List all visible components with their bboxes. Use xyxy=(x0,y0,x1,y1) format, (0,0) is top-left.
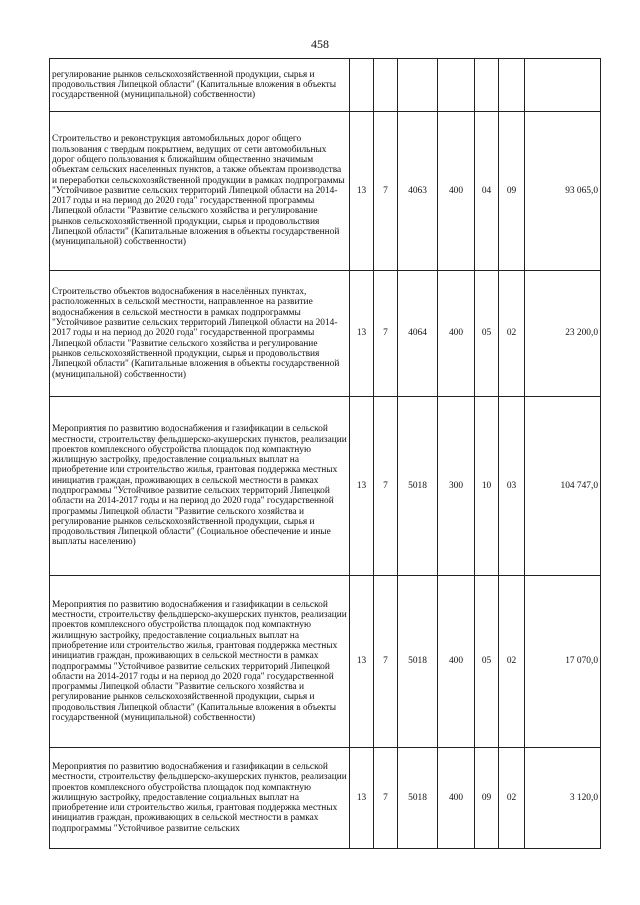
row-description: Строительство и реконструкция автомобильных дорог общего пользования с твердым покрытием, ведущих от сети автомобильных дорог общего пользования к ближайшим общественно значимым объектам сельских населенных пунктов, а также объектам производства и переработки сельскохозяйственной продукции в рамках подпрограммы "Устойчивое развитие сельских территорий Липецкой области на 2014-2017 годы и на период до 2020 года" государственной программы Липецкой области "Развитие сельского хозяйства и регулирование рынков сельскохозяйственной продукции, сырья и продовольствия Липецкой области" (Капитальные вложения в объекты государственной (муниципальной) собственности) xyxy=(50,112,350,271)
code-program: 7 xyxy=(374,748,398,849)
code-section: 09 xyxy=(475,748,499,849)
code-subsection: 02 xyxy=(499,748,525,849)
code-program: 7 xyxy=(374,112,398,271)
code-expense-type: 400 xyxy=(438,748,475,849)
row-description: Мероприятия по развитию водоснабжения и газификации в сельской местности, строительству фельдшерско-акушерских пунктов, реализации проектов комплексного обустройства площадок под компактную жилищную застройку, предоставление социальных выплат на приобретение или строительство жилья, грантовая поддержка местных инициатив граждан, проживающих в сельской местности в рамках подпрограммы "Устойчивое развитие сельских территорий Липецкой области на 2014-2017 годы и на период до 2020 года" государственной программы Липецкой области "Развитие сельского хозяйства и регулирование рынков сельскохозяйственной продукции, сырья и продовольствия Липецкой области" (Социальное обеспечение и иные выплаты населению) xyxy=(50,397,350,576)
table-row xyxy=(50,576,601,748)
code-ministry: 13 xyxy=(350,397,374,576)
row-amount: 93 065,0 xyxy=(525,112,601,271)
code-target: 5018 xyxy=(398,397,438,576)
code-program: 7 xyxy=(374,397,398,576)
code-program: 7 xyxy=(374,271,398,397)
code-subsection: 03 xyxy=(499,397,525,576)
table-row xyxy=(50,748,601,849)
code-expense-type: 400 xyxy=(438,271,475,397)
code-subsection: 02 xyxy=(499,271,525,397)
row-description: Мероприятия по развитию водоснабжения и газификации в сельской местности, строительству фельдшерско-акушерских пунктов, реализации проектов комплексного обустройства площадок под компактную жилищную застройку, предоставление социальных выплат на приобретение или строительство жилья, грантовая поддержка местных инициатив граждан, проживающих в сельской местности в рамках подпрограммы "Устойчивое развитие сельских территорий Липецкой области на 2014-2017 годы и на период до 2020 года" государственной программы Липецкой области "Развитие сельского хозяйства и регулирование рынков сельскохозяйственной продукции, сырья и продовольствия Липецкой области" (Капитальные вложения в объекты государственной (муниципальной) собственности) xyxy=(50,576,350,748)
row-amount: 104 747,0 xyxy=(525,397,601,576)
code-subsection: 09 xyxy=(499,112,525,271)
code-section xyxy=(475,59,499,112)
code-ministry xyxy=(350,59,374,112)
code-subsection xyxy=(499,59,525,112)
budget-table xyxy=(49,58,601,849)
code-target: 4064 xyxy=(398,271,438,397)
code-expense-type xyxy=(438,59,475,112)
row-amount: 17 070,0 xyxy=(525,576,601,748)
code-target xyxy=(398,59,438,112)
row-description: Строительство объектов водоснабжения в населённых пунктах, расположенных в сельской местности, направленное на развитие водоснабжения в сельской местности в рамках подпрограммы "Устойчивое развитие сельских территорий Липецкой области на 2014-2017 годы и на период до 2020 года" государственной программы Липецкой области "Развитие сельского хозяйства и регулирование рынков сельскохозяйственной продукции, сырья и продовольствия Липецкой области" (Капитальные вложения в объекты государственной (муниципальной) собственности) xyxy=(50,271,350,397)
table-row xyxy=(50,397,601,576)
code-section: 10 xyxy=(475,397,499,576)
code-ministry: 13 xyxy=(350,576,374,748)
row-amount: 23 200,0 xyxy=(525,271,601,397)
code-ministry: 13 xyxy=(350,112,374,271)
code-program xyxy=(374,59,398,112)
table-row xyxy=(50,271,601,397)
code-ministry: 13 xyxy=(350,271,374,397)
code-ministry: 13 xyxy=(350,748,374,849)
row-amount xyxy=(525,59,601,112)
code-expense-type: 400 xyxy=(438,112,475,271)
code-expense-type: 300 xyxy=(438,397,475,576)
code-target: 5018 xyxy=(398,576,438,748)
code-section: 04 xyxy=(475,112,499,271)
table-row xyxy=(50,59,601,112)
row-description: Мероприятия по развитию водоснабжения и газификации в сельской местности, строительству фельдшерско-акушерских пунктов, реализации проектов комплексного обустройства площадок под компактную жилищную застройку, предоставление социальных выплат на приобретение или строительство жилья, грантовая поддержка местных инициатив граждан, проживающих в сельской местности в рамках подпрограммы "Устойчивое развитие сельских xyxy=(50,748,350,849)
code-expense-type: 400 xyxy=(438,576,475,748)
page-number: 458 xyxy=(311,37,329,51)
code-subsection: 02 xyxy=(499,576,525,748)
code-target: 4063 xyxy=(398,112,438,271)
row-description: регулирование рынков сельскохозяйственной продукции, сырья и продовольствия Липецкой области" (Капитальные вложения в объекты государственной (муниципальной) собственности) xyxy=(50,59,350,112)
table-row xyxy=(50,112,601,271)
code-program: 7 xyxy=(374,576,398,748)
code-target: 5018 xyxy=(398,748,438,849)
row-amount: 3 120,0 xyxy=(525,748,601,849)
code-section: 05 xyxy=(475,576,499,748)
code-section: 05 xyxy=(475,271,499,397)
